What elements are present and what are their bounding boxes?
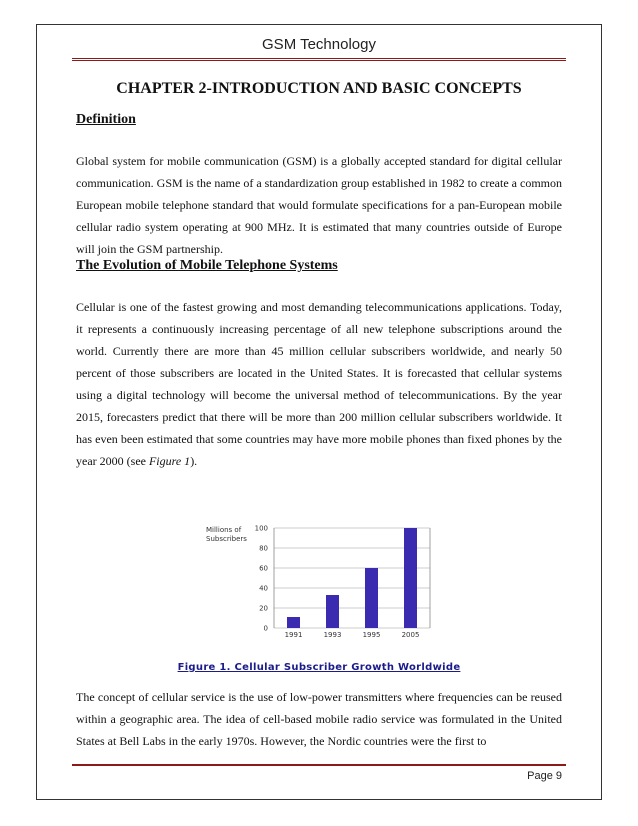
- y-axis-label-line-2: Subscribers: [206, 535, 247, 543]
- x-tick-label: 1991: [284, 631, 303, 639]
- figure-caption: Figure 1. Cellular Subscriber Growth Worldwide: [177, 662, 461, 673]
- closing-paragraph: The concept of cellular service is the use of low-power transmitters where frequencies can be reused within a geographic area. The idea of cell-based mobile radio service was formulated in the United States at Bell Labs in the early 1970s. However, the Nordic countries were the first to: [76, 690, 562, 748]
- chapter-title: CHAPTER 2-INTRODUCTION AND BASIC CONCEPTS: [116, 80, 522, 97]
- x-tick-label: 1993: [323, 631, 342, 639]
- running-header: GSM Technology: [262, 36, 376, 53]
- y-tick-label: 0: [263, 624, 268, 633]
- y-tick-label: 60: [259, 564, 268, 573]
- section-heading-evolution: The Evolution of Mobile Telephone Systems: [76, 258, 338, 273]
- x-tick-label: 1995: [362, 631, 381, 639]
- footer-rule: [72, 764, 566, 766]
- header-rule: [72, 58, 566, 61]
- y-tick-label: 40: [259, 584, 268, 593]
- definition-paragraph: Global system for mobile communication (GSM) is a globally accepted standard for digital cellular communication. GSM is the name of a standardization group established in 1982 to create a common European mobile telephone standard that would formulate specifications for a pan-European mobile cellular radio system operating at 900 MHz. It is estimated that many countries outside of Europe will join the GSM partnership.: [76, 154, 562, 256]
- y-tick-label: 80: [259, 544, 268, 553]
- bar: [326, 595, 339, 628]
- evolution-text: Cellular is one of the fastest growing and most demanding telecommunications applications. Today, it represents a continuously increasing percentage of all new telephone subscriptions around the world. Currently there are more than 45 million cellular subscribers worldwide, and nearly 50 percent of those subscribers are located in the United States. It is forecasted that cellular systems using a digital technology will become the universal method of telecommunications. By the year 2015, forecasters predict that there will be more than 200 million cellular subscribers worldwide. It has even been estimated that some countries may have more mobile phones than fixed phones by the year 2000 (see: [76, 300, 562, 468]
- y-axis-label: Millions of: [206, 526, 242, 534]
- evolution-paragraph: [76, 296, 562, 472]
- evolution-text-end: ).: [190, 454, 198, 468]
- x-tick-label: 2005: [401, 631, 420, 639]
- figure-reference: Figure 1: [148, 454, 191, 468]
- bar: [365, 568, 378, 628]
- section-heading-definition: Definition: [76, 112, 136, 127]
- y-tick-label: 20: [259, 604, 268, 613]
- bar: [287, 617, 300, 628]
- subscriber-growth-chart: [200, 520, 440, 655]
- bar: [404, 528, 417, 628]
- page-number: Page 9: [527, 770, 562, 782]
- y-tick-label: 100: [254, 524, 268, 533]
